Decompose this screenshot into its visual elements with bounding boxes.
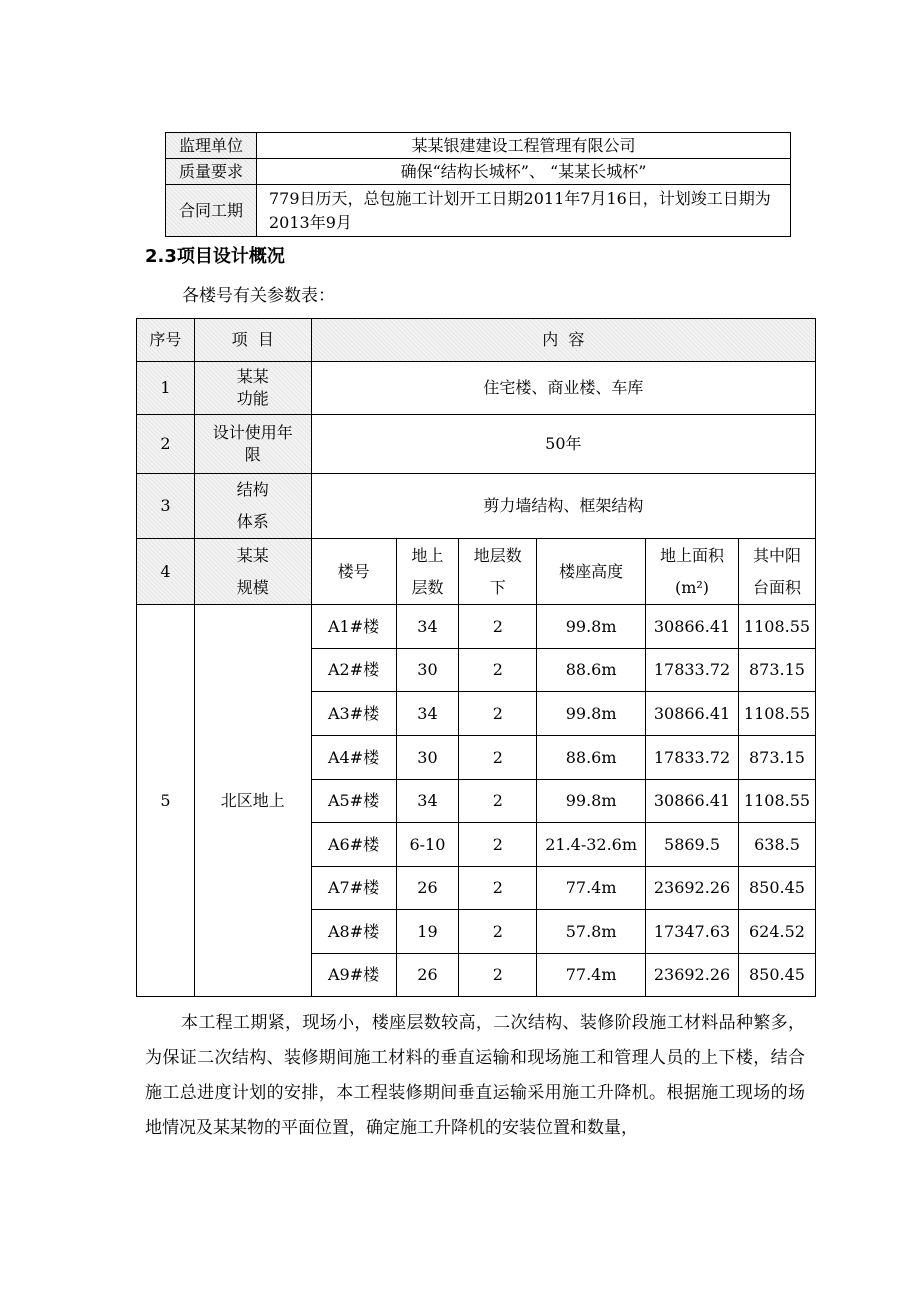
row-no: 5 <box>137 605 195 997</box>
params-header-row <box>137 319 816 362</box>
col-header-building: 楼号 <box>311 539 396 605</box>
header-content: 内 容 <box>311 319 815 362</box>
col-header-line: 其中阳 <box>752 545 801 565</box>
above-ground-area: 30866.41 <box>646 692 739 736</box>
project-info-table <box>165 132 791 237</box>
floors-above: 30 <box>396 649 459 692</box>
building-height: 99.8m <box>537 780 646 823</box>
above-ground-area: 17347.63 <box>646 910 739 954</box>
row-item-line: 体系 <box>236 512 269 531</box>
zone-label: 北区地上 <box>194 605 311 997</box>
col-header-line: 地层数 <box>473 545 522 565</box>
building-name: A6#楼 <box>311 823 396 867</box>
building-height: 88.6m <box>537 649 646 692</box>
balcony-area: 1108.55 <box>738 780 815 823</box>
row-item-line: 规模 <box>236 577 269 597</box>
col-header-line: 台面积 <box>752 577 801 597</box>
building-height: 99.8m <box>537 605 646 649</box>
info-value: 779日历天，总包施工计划开工日期2011年7月16日，计划竣工日期为2013年9月 <box>257 185 791 237</box>
paragraph-text: 本工程工期紧，现场小，楼座层数较高，二次结构、装修阶段施工材料品种繁多，为保证二次结构、装修期间施工材料的垂直运输和现场施工和管理人员的上下楼，结合施工总进度计划的安排，本工程装修期间垂直运输采用施工升降机。根据施工现场的场地情况及某某物的平面位置，确定施工升降机的安装位置和数量， <box>145 1013 805 1138</box>
balcony-area: 873.15 <box>738 649 815 692</box>
building-height: 57.8m <box>537 910 646 954</box>
floors-below: 2 <box>459 649 537 692</box>
params-row <box>137 362 816 415</box>
row-no: 1 <box>137 362 195 415</box>
floors-below: 2 <box>459 954 537 997</box>
params-row <box>137 415 816 474</box>
info-row <box>166 133 791 159</box>
col-header-floors-above <box>396 539 459 605</box>
above-ground-area: 23692.26 <box>646 954 739 997</box>
floors-above: 19 <box>396 910 459 954</box>
floors-below: 2 <box>459 910 537 954</box>
balcony-area: 1108.55 <box>738 605 815 649</box>
building-height: 99.8m <box>537 692 646 736</box>
info-label: 合同工期 <box>166 185 257 237</box>
building-name: A7#楼 <box>311 867 396 910</box>
balcony-area: 638.5 <box>738 823 815 867</box>
building-row <box>137 605 816 649</box>
col-header-balcony <box>738 539 815 605</box>
row-item-line: 某某 <box>236 545 269 565</box>
info-value: 某某银建建设工程管理有限公司 <box>257 133 791 159</box>
row-no: 4 <box>137 539 195 605</box>
section-heading: 2.3项目设计概况 <box>145 246 285 267</box>
above-ground-area: 30866.41 <box>646 780 739 823</box>
building-height: 77.4m <box>537 954 646 997</box>
floors-below: 2 <box>459 780 537 823</box>
row-item-line: 结构 <box>236 480 269 499</box>
col-header-line: 地上面积 <box>660 545 725 565</box>
balcony-area: 850.45 <box>738 867 815 910</box>
body-paragraph <box>145 1006 805 1146</box>
floors-below: 2 <box>459 823 537 867</box>
floors-above: 34 <box>396 692 459 736</box>
header-no: 序号 <box>137 319 195 362</box>
building-name: A9#楼 <box>311 954 396 997</box>
building-name: A5#楼 <box>311 780 396 823</box>
floors-above: 26 <box>396 867 459 910</box>
building-height: 77.4m <box>537 867 646 910</box>
header-item: 项 目 <box>194 319 311 362</box>
info-row <box>166 159 791 185</box>
col-header-line: 下 <box>489 577 506 597</box>
floors-below: 2 <box>459 867 537 910</box>
row-item <box>194 539 311 605</box>
col-header-line: (m²) <box>674 577 710 597</box>
floors-below: 2 <box>459 736 537 780</box>
row-item-line: 功能 <box>236 389 269 408</box>
building-name: A2#楼 <box>311 649 396 692</box>
info-label: 监理单位 <box>166 133 257 159</box>
col-header-area <box>646 539 739 605</box>
building-name: A1#楼 <box>311 605 396 649</box>
col-header-line: 层数 <box>411 577 444 597</box>
floors-above: 30 <box>396 736 459 780</box>
building-height: 21.4-32.6m <box>537 823 646 867</box>
floors-above: 6-10 <box>396 823 459 867</box>
above-ground-area: 23692.26 <box>646 867 739 910</box>
info-row <box>166 185 791 237</box>
row-item <box>194 362 311 415</box>
row-item <box>194 415 311 474</box>
above-ground-area: 17833.72 <box>646 736 739 780</box>
building-name: A4#楼 <box>311 736 396 780</box>
above-ground-area: 17833.72 <box>646 649 739 692</box>
floors-above: 26 <box>396 954 459 997</box>
col-header-floors-below <box>459 539 537 605</box>
floors-below: 2 <box>459 605 537 649</box>
above-ground-area: 30866.41 <box>646 605 739 649</box>
balcony-area: 873.15 <box>738 736 815 780</box>
balcony-area: 850.45 <box>738 954 815 997</box>
row-item-line: 限 <box>244 445 261 464</box>
row-no: 2 <box>137 415 195 474</box>
above-ground-area: 5869.5 <box>646 823 739 867</box>
building-height: 88.6m <box>537 736 646 780</box>
building-name: A8#楼 <box>311 910 396 954</box>
info-label: 质量要求 <box>166 159 257 185</box>
row-content: 50年 <box>311 415 815 474</box>
building-parameters-table <box>136 318 816 997</box>
row-item-line: 某某 <box>236 367 269 386</box>
building-name: A3#楼 <box>311 692 396 736</box>
params-row <box>137 474 816 539</box>
col-header-height: 楼座高度 <box>537 539 646 605</box>
row-no: 3 <box>137 474 195 539</box>
balcony-area: 1108.55 <box>738 692 815 736</box>
info-value: 确保“结构长城杯”、 “某某长城杯” <box>257 159 791 185</box>
balcony-area: 624.52 <box>738 910 815 954</box>
params-row <box>137 539 816 605</box>
row-item <box>194 474 311 539</box>
col-header-line: 地上 <box>411 545 444 565</box>
row-item-line: 设计使用年 <box>212 423 293 442</box>
floors-above: 34 <box>396 605 459 649</box>
floors-below: 2 <box>459 692 537 736</box>
table-caption: 各楼号有关参数表： <box>182 286 335 306</box>
row-content: 剪力墙结构、框架结构 <box>311 474 815 539</box>
floors-above: 34 <box>396 780 459 823</box>
row-content: 住宅楼、商业楼、车库 <box>311 362 815 415</box>
